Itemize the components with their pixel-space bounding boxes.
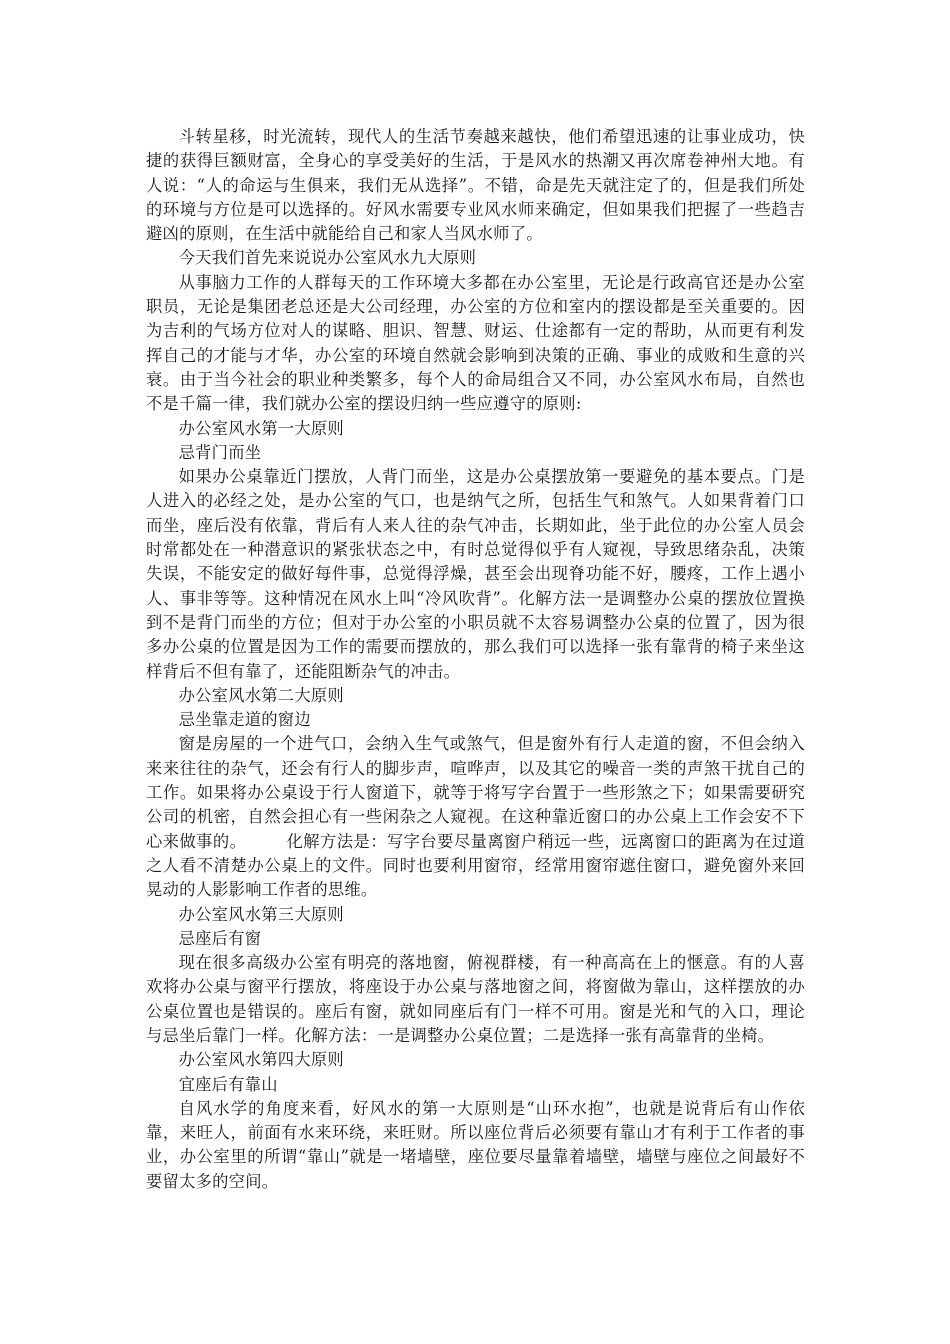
principle-4-subtitle: 宜座后有靠山 (178, 1074, 278, 1094)
principle-1-paragraph: 如果办公桌靠近门摆放，人背门而坐，这是办公桌摆放第一要避免的基本要点。门是人进入的必经之处，是办公室的气口，也是纳气之所，包括生气和煞气。人如果背着门口而坐，座后没有依靠，背后有人来人往的杂气冲击，长期如此，坐于此位的办公室人员会时常都处在一种潜意识的紧张状态之中，有时总觉得似乎有人窥视，导致思绪杂乱，决策失误，不能安定的做好每件事，总觉得浮燥，甚至会出现脊功能不好，腰疼，工作上遇小人、事非等等。这种情况在风水上叫“冷风吹背”。化解方法一是调整办公桌的摆放位置换到不是背门而坐的方位；但对于办公室的小职员就不太容易调整办公桌的位置了，因为很多办公桌的位置是因为工作的需要而摆放的，那么我们可以选择一张有靠背的椅子来坐这样背后不但有靠了，还能阻断杂气的冲击。 (146, 467, 805, 681)
principle-3-subtitle: 忌座后有窗 (178, 928, 262, 948)
principle-2-subtitle: 忌坐靠走道的窗边 (178, 710, 311, 730)
principle-4-paragraph: 自风水学的角度来看，好风水的第一大原则是“山环水抱”，也就是说背后有山作依靠，来旺人，前面有水来环绕，来旺财。所以座位背后必须要有靠山才有利于工作者的事业，办公室里的所谓“靠山”就是一堵墙壁，座位要尽量靠着墙壁，墙壁与座位之间最好不要留太多的空间。 (146, 1098, 805, 1191)
principle-1-heading: 办公室风水第一大原则 (178, 418, 344, 438)
principle-4-heading: 办公室风水第四大原则 (178, 1050, 344, 1070)
principle-2-text: 窗是房屋的一个进气口，会纳入生气或煞气，但是窗外有行人走道的窗，不但会纳入来来往往的杂气，还会有行人的脚步声，喧哗声，以及其它的噪音一类的声煞干扰自己的工作。如果将办公桌设于行人窗道下，就等于将写字台置于一些形煞之下；如果需要研究公司的机密，自然会担心有一些闲杂之人窥视。在这种靠近窗口的办公桌上工作会安不下心来做事的。 (146, 734, 805, 851)
principle-2-remedy-text: 化解方法是：写字台要尽量离窗户稍远一些，远离窗口的距离为在过道之人看不清楚办公桌上的文件。同时也要利用窗帘，经常用窗帘遮住窗口，避免窗外来回晃动的人影影响工作者的思维。 (146, 831, 805, 900)
document-body (146, 125, 805, 1194)
intro-paragraph: 斗转星移，时光流转，现代人的生活节奏越来越快，他们希望迅速的让事业成功，快捷的获得巨额财富，全身心的享受美好的生活，于是风水的热潮又再次席卷神州大地。有人说：“人的命运与生俱来，我们无从选择”。不错，命是先天就注定了的，但是我们所处的环境与方位是可以选择的。好风水需要专业风水师来确定，但如果我们把握了一些趋吉避凶的原则，在生活中就能给自己和家人当风水师了。 (146, 127, 805, 244)
principle-1-subtitle: 忌背门而坐 (178, 442, 262, 462)
principle-2-paragraph (146, 732, 805, 902)
principle-2-heading: 办公室风水第二大原则 (178, 685, 344, 705)
principle-3-paragraph: 现在很多高级办公室有明亮的落地窗，俯视群楼，有一种高高在上的惬意。有的人喜欢将办公桌与窗平行摆放，将座设于办公桌与落地窗之间，将窗做为靠山，这样摆放的办公桌位置也是错误的。座后有窗，就如同座后有门一样不可用。窗是光和气的入口，理论与忌坐后靠门一样。化解方法：一是调整办公桌位置；二是选择一张有高靠背的坐椅。 (146, 953, 805, 1045)
office-overview-paragraph: 从事脑力工作的人群每天的工作环境大多都在办公室里，无论是行政高官还是办公室职员，无论是集团老总还是大公司经理，办公室的方位和室内的摆设都是至关重要的。因为吉利的气场方位对人的谋略、胆识、智慧、财运、仕途都有一定的帮助，从而更有利发挥自己的才能与才华，办公室的环境自然就会影响到决策的正确、事业的成败和生意的兴衰。由于当今社会的职业种类繁多，每个人的命局组合又不同，办公室风水布局，自然也不是千篇一律，我们就办公室的摆设归纳一些应遵守的原则: (146, 272, 805, 414)
section-intro-heading: 今天我们首先来说说办公室风水九大原则 (178, 248, 477, 268)
principle-3-heading: 办公室风水第三大原则 (178, 904, 344, 924)
